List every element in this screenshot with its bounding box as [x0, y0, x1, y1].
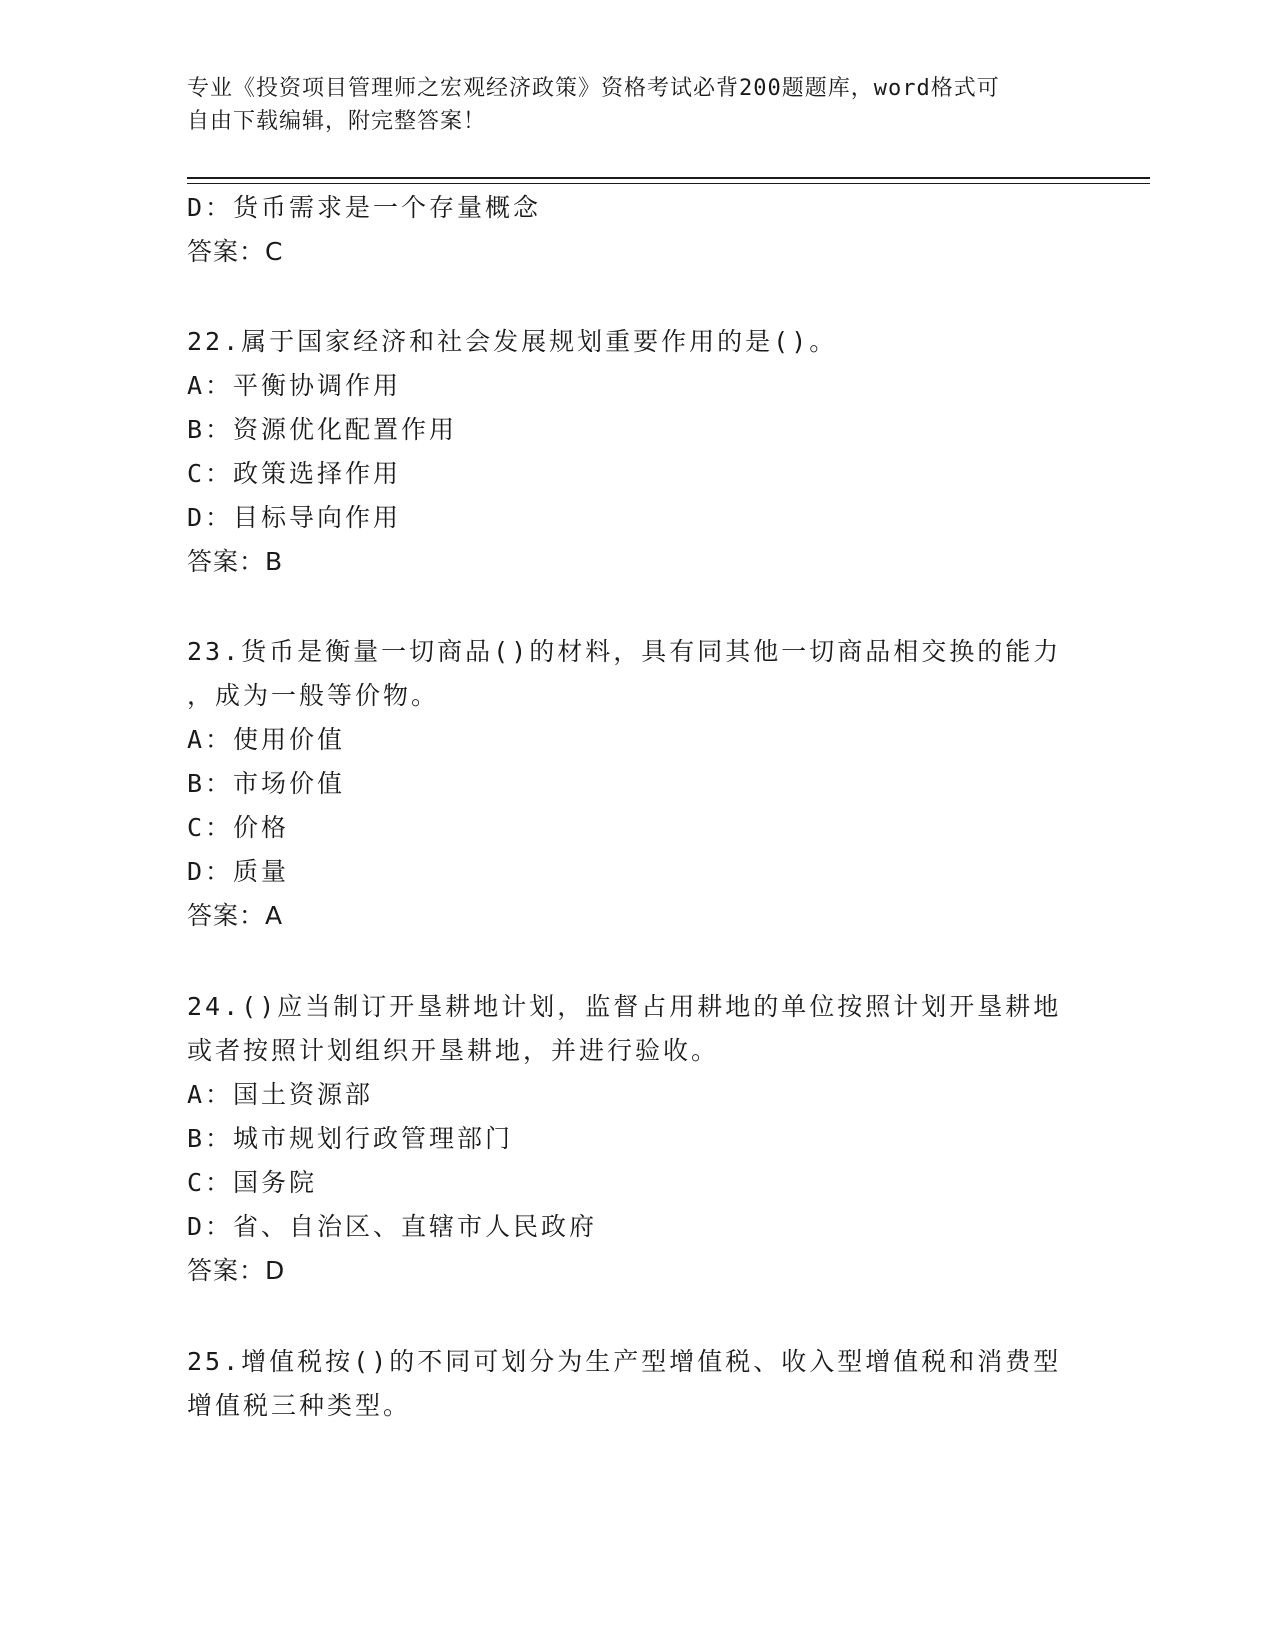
question-24-option-a: A：国土资源部 — [187, 1080, 374, 1109]
prev-option-d: D：货币需求是一个存量概念 — [187, 193, 542, 222]
question-25-stem-line-1: 25.增值税按()的不同可划分为生产型增值税、收入型增值税和消费型 — [187, 1347, 1062, 1376]
question-22-stem: 22.属于国家经济和社会发展规划重要作用的是()。 — [187, 327, 838, 356]
header-divider-thin — [187, 183, 1150, 184]
question-24-option-d: D：省、自治区、直辖市人民政府 — [187, 1212, 598, 1241]
question-22-option-b: B：资源优化配置作用 — [187, 415, 458, 444]
question-23-option-d: D：质量 — [187, 857, 290, 886]
question-24-answer: 答案：D — [187, 1256, 286, 1285]
question-22-option-a: A：平衡协调作用 — [187, 371, 402, 400]
question-23-stem-line-1: 23.货币是衡量一切商品()的材料，具有同其他一切商品相交换的能力 — [187, 637, 1062, 666]
document-header — [187, 72, 1067, 138]
question-24-option-c: C：国务院 — [187, 1168, 318, 1197]
question-24-stem-line-2: 或者按照计划组织开垦耕地，并进行验收。 — [187, 1036, 720, 1065]
question-23-option-c: C：价格 — [187, 813, 290, 842]
question-22-option-d: D：目标导向作用 — [187, 503, 402, 532]
question-23-stem-line-2: ，成为一般等价物。 — [187, 681, 440, 710]
question-24-stem-line-1: 24.()应当制订开垦耕地计划，监督占用耕地的单位按照计划开垦耕地 — [187, 992, 1062, 1021]
header-divider-thick — [187, 177, 1150, 179]
question-23-option-b: B：市场价值 — [187, 769, 346, 798]
question-22-option-c: C：政策选择作用 — [187, 459, 402, 488]
prev-answer: 答案：C — [187, 237, 284, 266]
question-24-option-b: B：城市规划行政管理部门 — [187, 1124, 514, 1153]
question-25-stem-line-2: 增值税三种类型。 — [187, 1391, 412, 1420]
question-22-answer: 答案：B — [187, 547, 284, 576]
question-23-answer: 答案：A — [187, 901, 284, 930]
question-23-option-a: A：使用价值 — [187, 725, 346, 754]
header-line-1: 专业《投资项目管理师之宏观经济政策》资格考试必背200题题库，word格式可 — [187, 76, 1000, 101]
header-line-2: 自由下载编辑，附完整答案！ — [187, 109, 487, 134]
